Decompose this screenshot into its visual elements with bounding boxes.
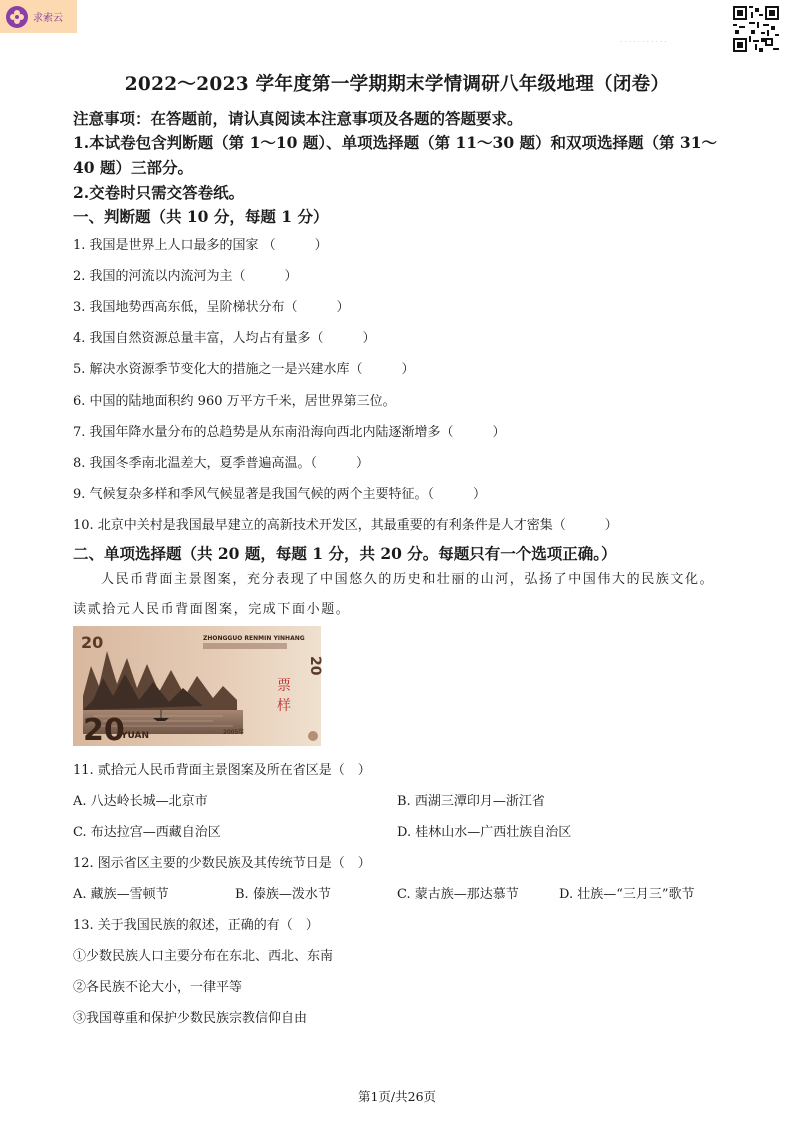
question-9: 9. 气候复杂多样和季风气候显著是我国气候的两个主要特征。（ ）: [73, 487, 487, 502]
site-logo: [0, 0, 77, 33]
banknote-denomination-right: 20: [307, 656, 323, 676]
question-8: 8. 我国冬季南北温差大，夏季普遍高温。（ ）: [73, 456, 370, 471]
qr-code-icon: [733, 6, 779, 52]
notes-heading: 注意事项：在答题前，请认真阅读本注意事项及各题的答题要求。: [73, 109, 523, 128]
notes-item-1: 1.本试卷包含判断题（第 1～10 题）、单项选择题（第 11～30 题）和双项选择题（第 31～40 题）三部分。: [73, 133, 717, 177]
question-4: 4. 我国自然资源总量丰富，人均占有量多（ ）: [73, 331, 376, 346]
question-12-option-d[interactable]: D. 壮族—“三月三”歌节: [559, 887, 695, 902]
question-11-option-a[interactable]: A. 八达岭长城—北京市: [73, 794, 208, 809]
banknote-bank-text: ZHONGGUO RENMIN YINHANG: [203, 635, 305, 642]
faint-header-text: · · · · · · · · · · ·: [620, 38, 667, 46]
banknote-stamp-line1: 票: [277, 678, 291, 694]
question-6: 6. 中国的陆地面积约 960 万平方千米，居世界第三位。: [73, 394, 396, 409]
question-13-statement-2: ②各民族不论大小，一律平等: [73, 980, 243, 995]
question-12-option-a[interactable]: A. 藏族—雪顿节: [73, 887, 169, 902]
question-12-stem: 12. 图示省区主要的少数民族及其传统节日是（ ）: [73, 856, 371, 871]
banknote-yuan-text: YUAN: [121, 731, 150, 741]
exam-title: 2022～2023 学年度第一学期期末学情调研八年级地理（闭卷）: [124, 74, 670, 95]
question-3: 3. 我国地势西高东低，呈阶梯状分布（ ）: [73, 300, 350, 315]
question-12-option-b[interactable]: B. 傣族—泼水节: [235, 887, 331, 902]
section2-title: 二、单项选择题（共 20 题，每题 1 分，共 20 分。每题只有一个选项正确。）: [73, 544, 617, 563]
question-11-option-c[interactable]: C. 布达拉宫—西藏自治区: [73, 825, 221, 840]
logo-flower-icon: [6, 6, 28, 28]
question-11-stem: 11. 贰拾元人民币背面主景图案及所在省区是（ ）: [73, 763, 371, 778]
question-1: 1. 我国是世界上人口最多的国家 （ ）: [73, 238, 328, 253]
question-2: 2. 我国的河流以内流河为主（ ）: [73, 269, 298, 284]
question-13-statement-1: ①少数民族人口主要分布在东北、西北、东南: [73, 949, 334, 964]
question-5: 5. 解决水资源季节变化大的措施之一是兴建水库（ ）: [73, 362, 415, 377]
notes-item-2: 2.交卷时只需交答卷纸。: [73, 183, 245, 202]
section2-intro: 人民币背面主景图案，充分表现了中国悠久的历史和壮丽的山河，弘扬了中国伟大的民族文化。读贰拾元人民币背面图案，完成下面小题。: [73, 572, 715, 617]
banknote-denomination-top: 20: [81, 633, 104, 652]
question-11-option-b[interactable]: B. 西湖三潭印月—浙江省: [397, 794, 545, 809]
banknote-stamp-line2: 样: [277, 698, 291, 714]
page-number: 第1页/共26页: [357, 1089, 437, 1104]
banknote-denomination-bottom: 20: [83, 713, 125, 748]
question-11-option-d[interactable]: D. 桂林山水—广西壮族自治区: [397, 825, 572, 840]
question-13-stem: 13. 关于我国民族的叙述，正确的有（ ）: [73, 918, 319, 933]
banknote-image: [73, 626, 321, 746]
question-12-option-c[interactable]: C. 蒙古族—那达慕节: [397, 887, 519, 902]
banknote-year-text: 2005年: [223, 729, 245, 736]
question-13-statement-3: ③我国尊重和保护少数民族宗教信仰自由: [73, 1011, 308, 1026]
section1-title: 一、判断题（共 10 分，每题 1 分）: [73, 207, 329, 226]
logo-text: 求索云: [33, 13, 63, 24]
question-7: 7. 我国年降水量分布的总趋势是从东南沿海向西北内陆逐渐增多（ ）: [73, 425, 506, 440]
question-10: 10. 北京中关村是我国最早建立的高新技术开发区，其最重要的有利条件是人才密集（ ）: [73, 518, 618, 533]
